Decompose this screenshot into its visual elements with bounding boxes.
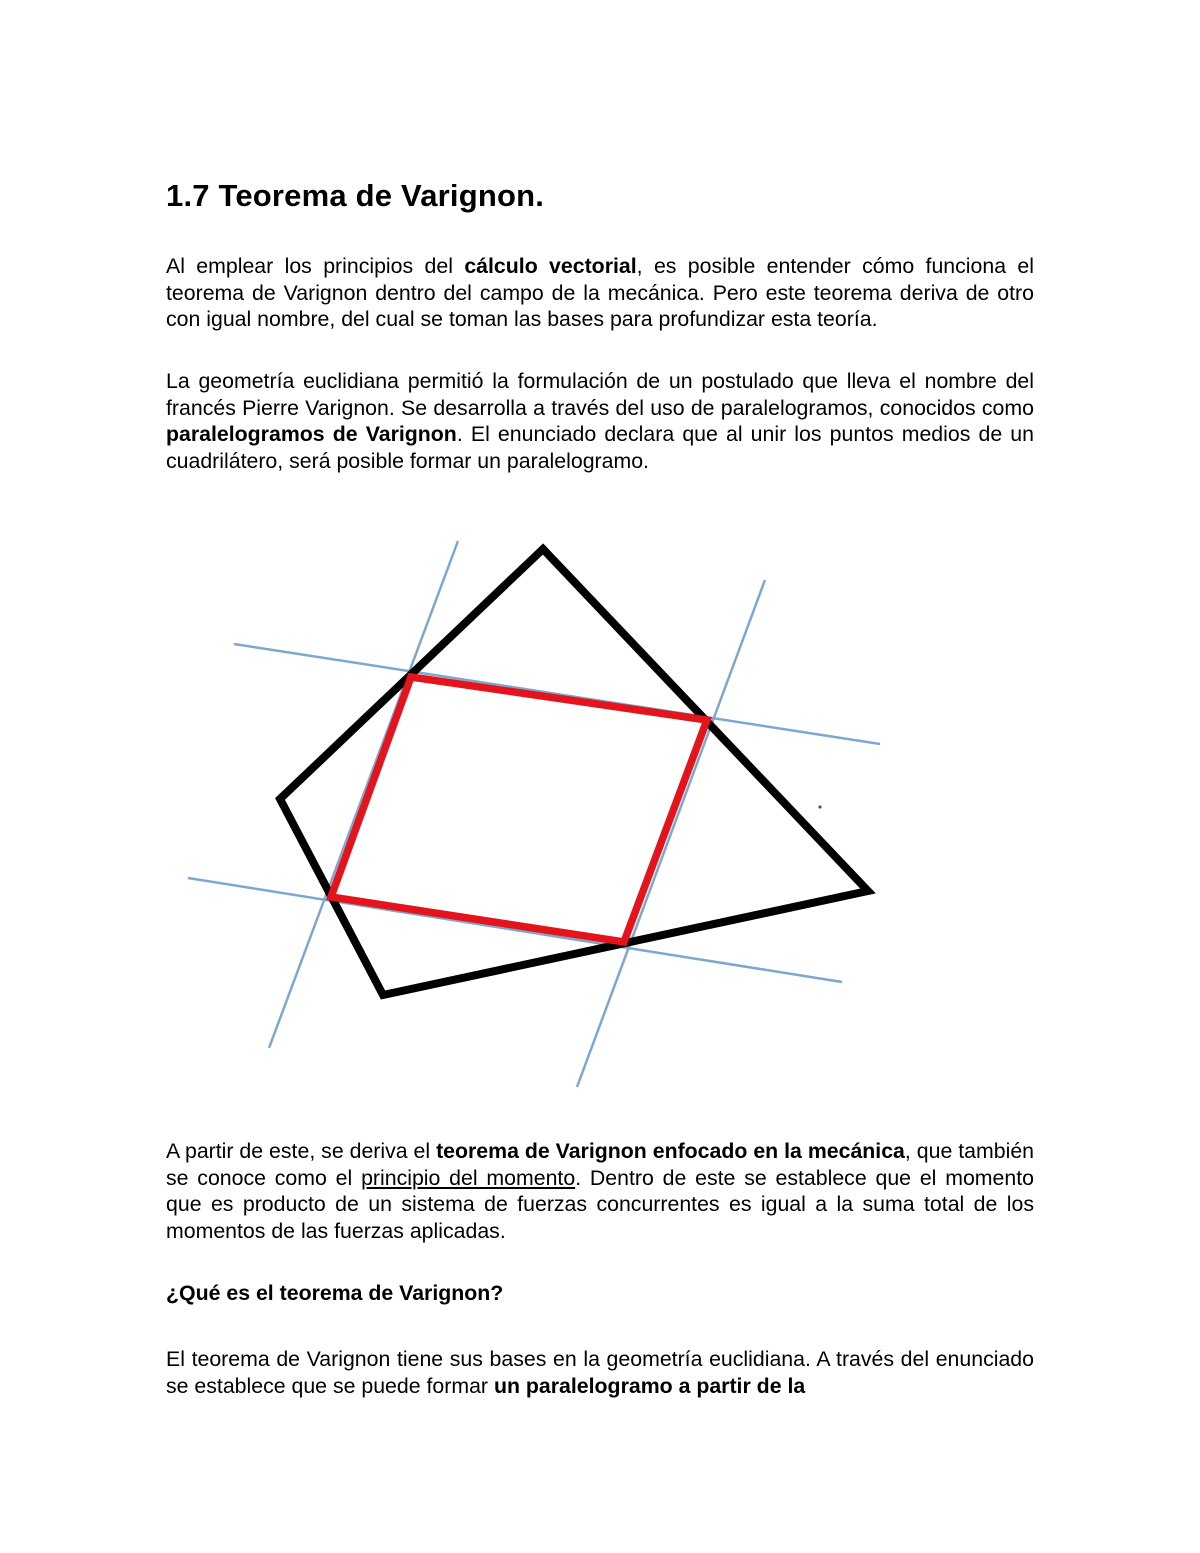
varignon-diagram	[180, 530, 900, 1090]
paragraph-intro	[166, 253, 1034, 333]
subheading-que-es: ¿Qué es el teorema de Varignon?	[166, 1281, 504, 1305]
paragraph-intro-text-1: Al emplear los principios del	[166, 254, 465, 278]
guide-line-top	[234, 644, 880, 744]
paragraph-mechanics	[166, 1138, 1034, 1244]
varignon-parallelogram	[331, 677, 707, 942]
paragraph-geometry-bold: paralelogramos de Varignon	[166, 422, 457, 446]
paragraph-definition	[166, 1346, 1034, 1399]
paragraph-geometry-text-1: La geometría euclidiana permitió la formulación de un postulado que lleva el nombre del francés Pierre Varignon. Se desarrolla a través del uso de paralelogramos, conocidos como	[166, 369, 1034, 420]
paragraph-mechanics-text-1: A partir de este, se deriva el	[166, 1139, 437, 1163]
stray-dot	[818, 805, 821, 808]
paragraph-geometry-text-2: . El enunciado declara que al unir los puntos medios de un cuadrilátero, será posible formar un paralelogramo.	[166, 422, 1034, 473]
principio-del-momento-link[interactable]: principio del momento	[361, 1165, 576, 1190]
guide-line-right	[577, 580, 765, 1087]
paragraph-mechanics-text-2: , que también se conoce como el	[166, 1139, 1035, 1190]
paragraph-mechanics-text-3: . Dentro de este se establece que el momento que es producto de un sistema de fuerzas concurrentes es igual a la suma total de los momentos de las fuerzas aplicadas.	[166, 1165, 1034, 1243]
paragraph-geometry	[166, 368, 1034, 474]
paragraph-intro-text-2: , es posible entender cómo funciona el teorema de Varignon dentro del campo de la mecánica. Pero este teorema deriva de otro con igual nombre, del cual se toman las bases para profundizar esta teoría.	[166, 254, 1034, 331]
paragraph-mechanics-bold: teorema de Varignon enfocado en la mecánica	[436, 1139, 905, 1163]
section-title: 1.7 Teorema de Varignon.	[166, 178, 545, 213]
paragraph-definition-text-1: El teorema de Varignon tiene sus bases en la geometría euclidiana. A través del enunciado se establece que se puede formar	[166, 1347, 1034, 1398]
paragraph-intro-bold: cálculo vectorial	[464, 254, 637, 278]
guide-line-left	[269, 541, 458, 1048]
paragraph-definition-bold: un paralelogramo a partir de la	[493, 1373, 806, 1398]
quadrilateral	[280, 549, 868, 995]
